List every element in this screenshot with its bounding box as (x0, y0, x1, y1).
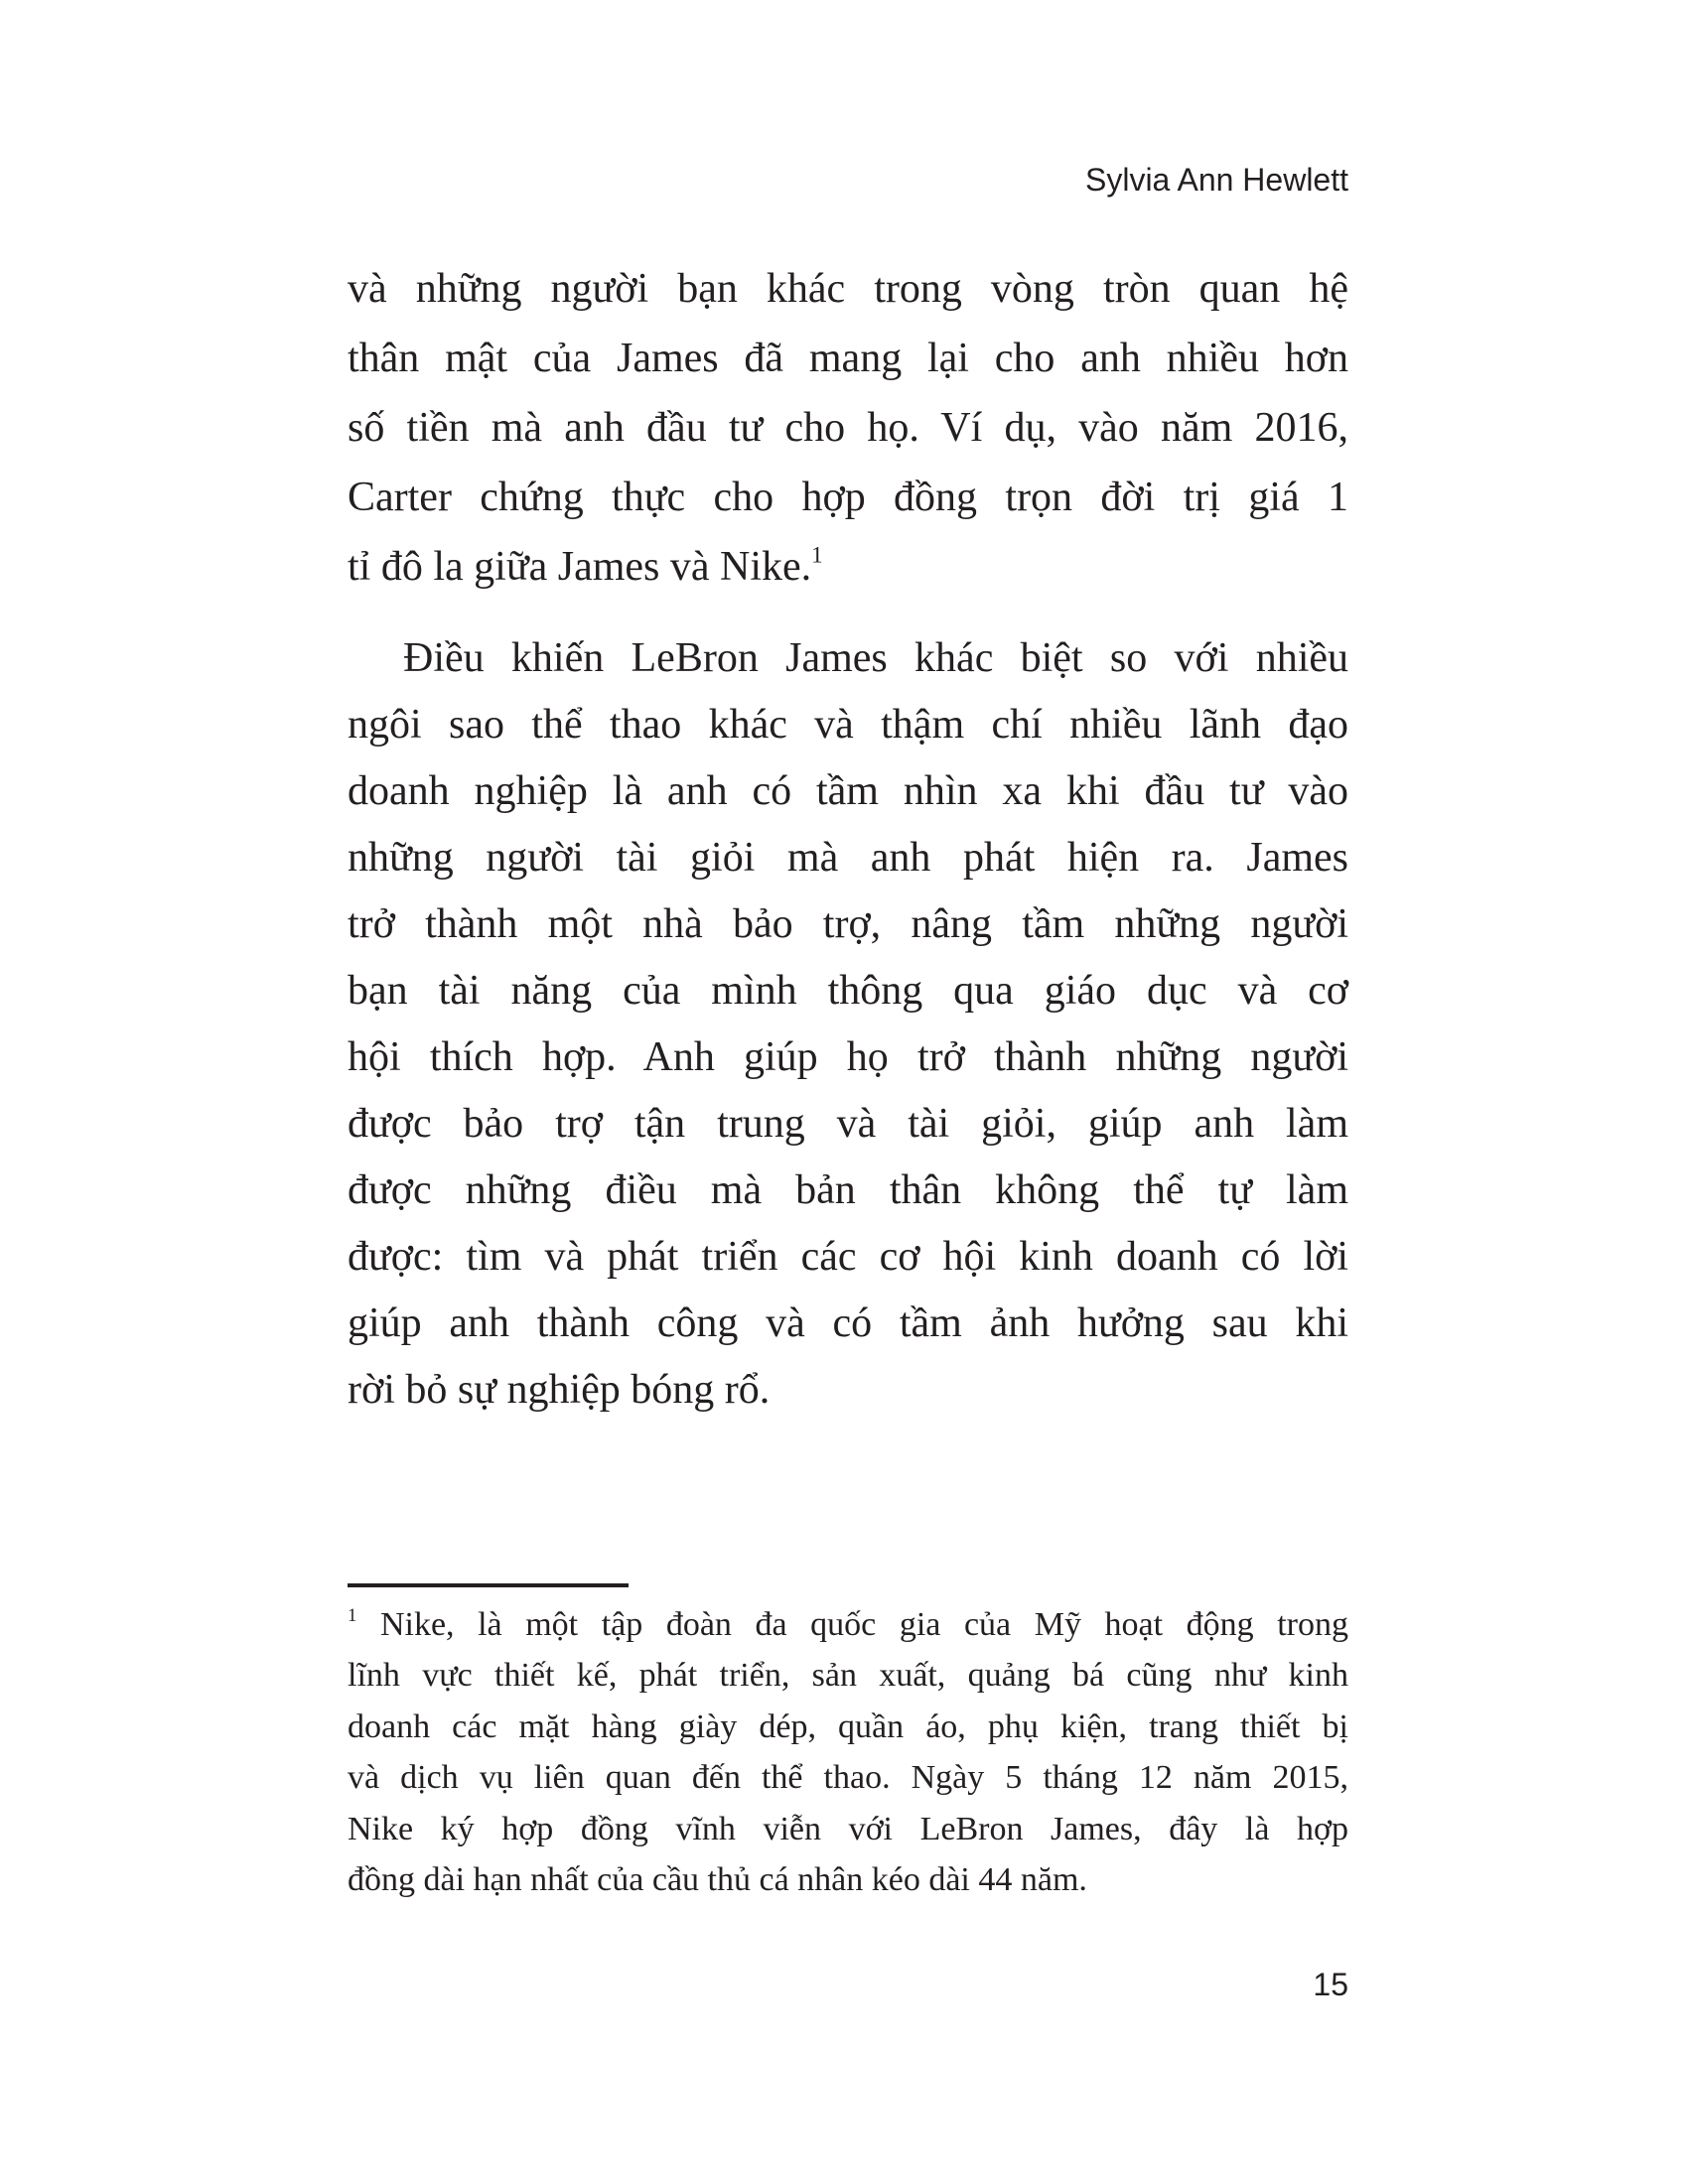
paragraph-1 (348, 254, 1348, 602)
text-line: rời bỏ sự nghiệp bóng rổ. (348, 1367, 771, 1413)
text-line: số tiền mà anh đầu tư cho họ. Ví dụ, vào năm 2016, (348, 405, 1348, 451)
footnote-line: doanh các mặt hàng giày dép, quần áo, phụ kiện, trang thiết bị (348, 1707, 1348, 1745)
footnote-line (348, 1599, 1348, 1650)
text-line: Điều khiến LeBron James khác biệt so với nhiều (403, 635, 1348, 681)
text-line: được những điều mà bản thân không thể tự làm (348, 1167, 1348, 1213)
text-line-content: tỉ đô la giữa James và Nike. (348, 544, 812, 590)
footnote-line: Nike ký hợp đồng vĩnh viễn với LeBron James, đây là hợp (348, 1810, 1348, 1847)
text-line (348, 532, 1348, 602)
footnote-marker: 1 (348, 1604, 357, 1626)
text-line: Carter chứng thực cho hợp đồng trọn đời trị giá 1 (348, 475, 1348, 520)
text-line: bạn tài năng của mình thông qua giáo dục và cơ (348, 968, 1348, 1014)
text-line: hội thích hợp. Anh giúp họ trở thành những người (348, 1034, 1348, 1080)
text-line: trở thành một nhà bảo trợ, nâng tầm những người (348, 901, 1348, 947)
text-line: được: tìm và phát triển các cơ hội kinh doanh có lời (348, 1234, 1348, 1280)
running-header-author: Sylvia Ann Hewlett (1084, 162, 1348, 198)
text-line: được bảo trợ tận trung và tài giỏi, giúp anh làm (348, 1101, 1348, 1147)
footnote-reference[interactable]: 1 (811, 541, 823, 568)
paragraph-2 (348, 625, 1348, 1424)
text-line: thân mật của James đã mang lại cho anh nhiều hơn (348, 336, 1348, 381)
footnote-line: đồng dài hạn nhất của cầu thủ cá nhân kéo dài 44 năm. (348, 1861, 1087, 1899)
page-number: 15 (1313, 1967, 1348, 2002)
footnote (348, 1599, 1348, 1905)
text-line: doanh nghiệp là anh có tầm nhìn xa khi đầu tư vào (348, 768, 1348, 814)
footnote-separator (348, 1583, 629, 1587)
text-line: những người tài giỏi mà anh phát hiện ra. James (348, 835, 1348, 881)
footnote-line: và dịch vụ liên quan đến thể thao. Ngày 5 tháng 12 năm 2015, (348, 1759, 1348, 1797)
text-line: ngôi sao thể thao khác và thậm chí nhiều lãnh đạo (348, 702, 1348, 748)
text-line: giúp anh thành công và có tầm ảnh hưởng sau khi (348, 1300, 1348, 1346)
footnote-line: lĩnh vực thiết kế, phát triển, sản xuất, quảng bá cũng như kinh (348, 1657, 1348, 1695)
footnote-line-content: Nike, là một tập đoàn đa quốc gia của Mỹ hoạt động trong (379, 1606, 1349, 1643)
text-line: và những người bạn khác trong vòng tròn quan hệ (348, 266, 1348, 312)
